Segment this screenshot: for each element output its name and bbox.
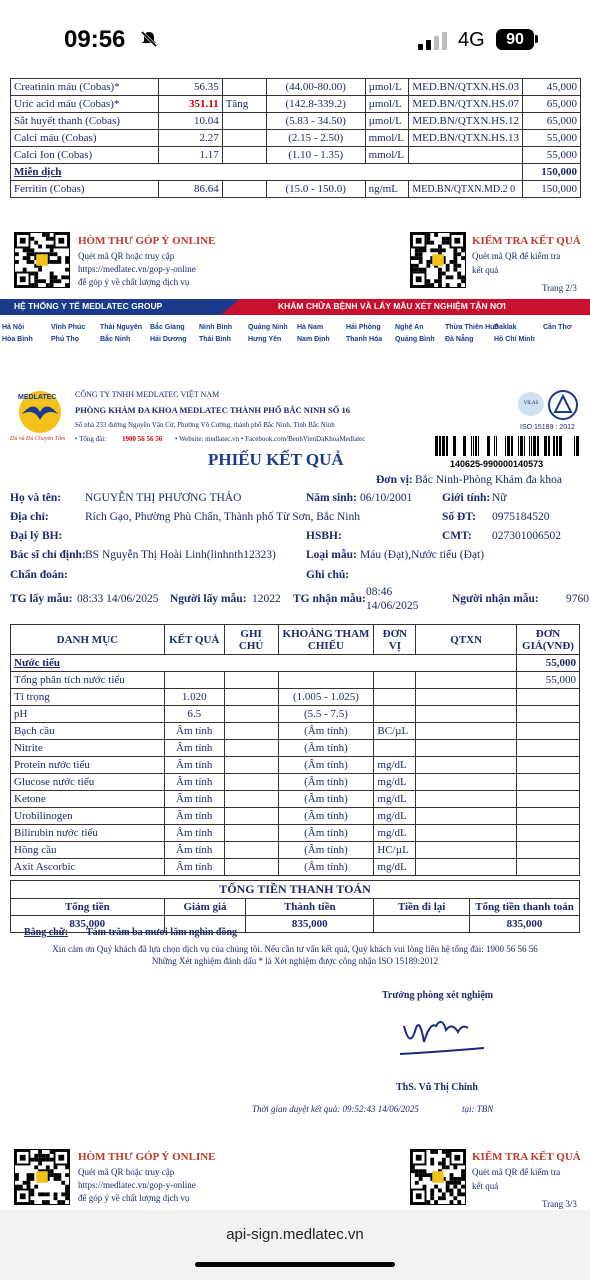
city-item: Đà Nẵng (445, 336, 474, 343)
table-row (11, 130, 581, 147)
test-name: Tỉ trọng (11, 689, 165, 706)
table-row (11, 740, 580, 757)
section-label: Miễn dịch (11, 164, 523, 181)
test-price (516, 859, 579, 876)
test-unit: mg/dL (374, 791, 416, 808)
test-ref-range: (Âm tính) (278, 842, 374, 859)
test-code (416, 791, 517, 808)
test-unit (374, 672, 416, 689)
test-unit: µmol/L (365, 79, 409, 96)
test-result: Âm tính (164, 791, 224, 808)
totals-v5: 835,000 (469, 916, 579, 933)
qr-check-result-code[interactable] (410, 232, 466, 288)
city-item: Thái Nguyên (100, 324, 143, 331)
test-code (416, 774, 517, 791)
feedback-title-2: HÒM THƯ GÓP Ý ONLINE (78, 1151, 216, 1163)
accreditation-icon (548, 390, 578, 420)
column-header: QTXN (416, 625, 517, 655)
page-title: PHIẾU KẾT QUẢ (208, 450, 344, 469)
test-price (516, 774, 579, 791)
test-price (516, 825, 579, 842)
battery-cap (535, 35, 538, 43)
city-list-row2 (0, 336, 590, 348)
test-ref-range: (5.83 - 34.50) (266, 113, 365, 130)
test-result: 6.5 (164, 706, 224, 723)
thanks-line1: Xin cảm ơn Quý khách đã lựa chọn dịch vụ của chúng tôi. Nếu cần tư vấn kết quả, Quý khách vui lòng liên hệ tổng đài: 1900 56 56 56 (52, 944, 538, 954)
bell-muted-icon (140, 30, 158, 48)
hotline-label: • Tổng đài: (75, 435, 107, 443)
section-row (11, 655, 580, 672)
check-result-l1-2: Quét mã QR để kiểm tra (472, 1167, 561, 1177)
check-result-title: KIỂM TRA KẾT QUẢ (472, 235, 581, 247)
test-flag (222, 79, 266, 96)
table-row (11, 774, 580, 791)
test-unit: BC/µL (374, 723, 416, 740)
totals-h2: Giảm giá (164, 899, 246, 916)
test-ref-range: (44.00-80.00) (266, 79, 365, 96)
dob-label: Năm sinh: (306, 492, 357, 504)
test-ref-range (278, 672, 374, 689)
test-code (416, 740, 517, 757)
test-code: MED.BN/QTXN.HS.12 (409, 113, 523, 130)
city-item: Nghệ An (395, 324, 424, 331)
test-price (516, 723, 579, 740)
page-number: Trang 2/3 (542, 283, 577, 293)
test-unit: mg/dL (374, 825, 416, 842)
test-note (224, 757, 278, 774)
test-price (516, 842, 579, 859)
phone-label: Số ĐT: (442, 511, 476, 523)
test-note (224, 672, 278, 689)
test-name: Sắt huyết thanh (Cobas) (11, 113, 159, 130)
test-price: 55,000 (522, 147, 580, 164)
test-result: Âm tính (164, 757, 224, 774)
feedback-l1: Quét mã QR hoặc truy cập (78, 251, 175, 261)
feedback-l3: để góp ý về chất lượng dịch vụ (78, 277, 190, 287)
iso-badge-icon: VILAS (518, 392, 544, 416)
test-unit: mg/dL (374, 808, 416, 825)
test-price: 55,000 (522, 130, 580, 147)
city-item: Hà Nội (2, 324, 25, 331)
test-price (516, 740, 579, 757)
test-result: Âm tính (164, 723, 224, 740)
test-unit: mg/dL (374, 774, 416, 791)
feedback-l1-2: Quét mã QR hoặc truy cập (78, 1167, 175, 1177)
test-result: Âm tính (164, 859, 224, 876)
test-unit: µmol/L (365, 96, 409, 113)
taker-value: 12022 (252, 593, 281, 605)
city-item: Ninh Bình (199, 324, 233, 331)
barcode (426, 436, 580, 456)
section-label: Nước tiểu (11, 655, 517, 672)
test-name: Glucose nước tiểu (11, 774, 165, 791)
test-price (516, 791, 579, 808)
test-note (224, 825, 278, 842)
clinic-name: PHÒNG KHÁM ĐA KHOA MEDLATEC THÀNH PHỐ BẮC NINH SỐ 16 (75, 405, 351, 415)
receiver-value: 9760 (566, 593, 589, 605)
test-name: Uric acid máu (Cobas)* (11, 96, 159, 113)
sample-time-label: TG lấy mẫu: (10, 593, 73, 605)
diagnosis-label: Chẩn đoán: (10, 569, 68, 581)
test-price (516, 689, 579, 706)
test-price: 150,000 (522, 181, 580, 198)
cmt-value: 027301006502 (492, 530, 561, 542)
sex-value: Nữ (492, 492, 507, 504)
test-result: Âm tính (164, 740, 224, 757)
test-price: 65,000 (522, 96, 580, 113)
phone-value: 0975184520 (492, 511, 550, 523)
totals-title: TỔNG TIỀN THANH TOÁN (11, 881, 580, 899)
city-item: Bắc Ninh (100, 336, 131, 343)
qr-check-result-code-2[interactable] (410, 1149, 466, 1205)
table-row (11, 672, 580, 689)
receive-time-label: TG nhận mẫu: (293, 593, 366, 605)
table-row (11, 808, 580, 825)
table-row (11, 825, 580, 842)
test-unit (374, 689, 416, 706)
approve-place: tại: TBN (462, 1104, 494, 1114)
page-number-2: Trang 3/3 (542, 1199, 577, 1209)
test-ref-range: (1.005 - 1.025) (278, 689, 374, 706)
test-note (224, 689, 278, 706)
totals-v3: 835,000 (246, 916, 374, 933)
thanks-line2: Những Xét nghiệm đánh dấu * là Xét nghiệm được công nhận ISO 15189:2012 (151, 956, 439, 966)
receive-time-h: 08:46 (366, 586, 393, 598)
test-ref-range: (15.0 - 150.0) (266, 181, 365, 198)
city-item: Thanh Hóa (346, 336, 383, 343)
column-header: ĐƠN GIÁ(VNĐ) (516, 625, 579, 655)
network-type: 4G (458, 29, 485, 51)
feedback-url[interactable]: https://medlatec.vn/gop-y-online (78, 264, 196, 274)
address-value: Rích Gạo, Phường Phù Chẩn, Thành phố Từ Sơn, Bắc Ninh (85, 511, 360, 523)
city-item: Phú Thọ (51, 336, 79, 343)
test-name: Bilirubin nước tiểu (11, 825, 165, 842)
test-name: Nitrite (11, 740, 165, 757)
hotline-number: 1900 56 56 56 (122, 435, 163, 443)
address-label: Địa chỉ: (10, 511, 49, 523)
url-text[interactable]: api-sign.medlatec.vn (226, 1226, 364, 1243)
totals-h4: Tiền đi lại (374, 899, 470, 916)
city-item: Quảng Bình (395, 336, 435, 343)
test-code: MED.BN/QTXN.MD.2 0 (409, 181, 523, 198)
city-item: Thái Bình (199, 336, 231, 343)
check-result-l2-2: kết quả (472, 1181, 499, 1191)
table-row (11, 723, 580, 740)
battery-level: 90 (496, 29, 534, 50)
banner-left-text: HỆ THỐNG Y TẾ MEDLATEC GROUP (14, 301, 163, 311)
city-list-row1 (0, 324, 590, 336)
test-flag (222, 147, 266, 164)
note-label: Ghi chú: (306, 569, 350, 581)
test-name: Urobilinogen (11, 808, 165, 825)
test-result: Âm tính (164, 825, 224, 842)
test-note (224, 808, 278, 825)
test-name: Protein nước tiểu (11, 757, 165, 774)
city-item: Quảng Ninh (248, 324, 288, 331)
table-row (11, 113, 581, 130)
test-code (416, 842, 517, 859)
top-results-table (10, 78, 581, 198)
test-unit: mg/dL (374, 859, 416, 876)
test-flag: Tăng (222, 96, 266, 113)
table-row (11, 689, 580, 706)
test-note (224, 842, 278, 859)
test-unit: mg/dL (374, 757, 416, 774)
table-row (11, 79, 581, 96)
test-name: Creatinin máu (Cobas)* (11, 79, 159, 96)
test-price: 55,000 (516, 672, 579, 689)
table-row (11, 859, 580, 876)
test-price: 45,000 (522, 79, 580, 96)
table-row (11, 757, 580, 774)
test-code (416, 723, 517, 740)
hsbh-label: HSBH: (306, 530, 342, 542)
test-code: MED.BN/QTXN.HS.07 (409, 96, 523, 113)
qr-feedback-code-2[interactable] (14, 1149, 70, 1205)
receiver-label: Người nhận mẫu: (452, 593, 539, 605)
test-name: Ketone (11, 791, 165, 808)
test-ref-range: (Âm tính) (278, 791, 374, 808)
test-name: Calci máu (Cobas) (11, 130, 159, 147)
test-unit: µmol/L (365, 113, 409, 130)
slogan: Đủ và Đủ Chuyên Tâm (10, 436, 66, 442)
test-result: 1.17 (159, 147, 223, 164)
table-row (11, 791, 580, 808)
unit-label: Đơn vị: (376, 474, 413, 486)
test-code (416, 808, 517, 825)
words-value: Tám trăm ba mươi lăm nghìn đồng (86, 927, 238, 938)
table-row (11, 706, 580, 723)
approve-time: Thời gian duyệt kết quả: 09:52:43 14/06/2025 (252, 1104, 419, 1114)
test-code: MED.BN/QTXN.HS.03 (409, 79, 523, 96)
test-ref-range: (1.10 - 1.35) (266, 147, 365, 164)
test-code (416, 672, 517, 689)
column-header: KẾT QUẢ (164, 625, 224, 655)
test-result: Âm tính (164, 774, 224, 791)
status-time: 09:56 (64, 26, 126, 53)
city-item: Nam Định (297, 336, 330, 343)
dob-value: 06/10/2001 (360, 492, 413, 504)
test-note (224, 723, 278, 740)
totals-v4 (374, 916, 470, 933)
test-note (224, 859, 278, 876)
test-code (409, 147, 523, 164)
test-name: pH (11, 706, 165, 723)
home-indicator[interactable] (195, 1262, 395, 1267)
city-item: Bắc Giang (150, 324, 185, 331)
test-note (224, 740, 278, 757)
test-code: MED.BN/QTXN.HS.13 (409, 130, 523, 147)
test-note (224, 774, 278, 791)
agent-label: Đại lý BH: (10, 530, 63, 542)
doctor-value: BS Nguyễn Thị Hoài Linh(linhnth12323) (85, 549, 276, 561)
column-header: ĐƠN VỊ (374, 625, 416, 655)
city-item: Hòa Bình (2, 336, 33, 343)
column-header: KHOẢNG THAM CHIẾU (278, 625, 374, 655)
check-result-l1: Quét mã QR để kiểm tra (472, 251, 561, 261)
clinic-address: Số nhà 233 đường Nguyễn Văn Cừ, Phường Võ Cường, thành phố Bắc Ninh, Tỉnh Bắc Ninh (75, 421, 335, 429)
test-name: Tổng phân tích nước tiểu (11, 672, 165, 689)
logo-text: MEDLATEC (18, 394, 57, 401)
test-name: Bạch cầu (11, 723, 165, 740)
test-flag (222, 113, 266, 130)
test-note (224, 706, 278, 723)
urine-results-table (10, 624, 580, 876)
test-result: 10.04 (159, 113, 223, 130)
doctor-label: Bác sĩ chỉ định: (10, 549, 86, 561)
test-result: 1.020 (164, 689, 224, 706)
sample-value: Máu (Đạt),Nước tiểu (Đạt) (360, 549, 485, 561)
test-flag (222, 130, 266, 147)
city-item: Hà Nam (297, 324, 324, 331)
test-unit (374, 740, 416, 757)
patient-name: NGUYỄN THỊ PHƯƠNG THẢO (85, 492, 242, 504)
test-code (416, 757, 517, 774)
check-result-title-2: KIỂM TRA KẾT QUẢ (472, 1151, 581, 1163)
feedback-title: HÒM THƯ GÓP Ý ONLINE (78, 235, 216, 247)
test-ref-range: (Âm tính) (278, 774, 374, 791)
test-ref-range: (2.15 - 2.50) (266, 130, 365, 147)
test-unit: mmol/L (365, 147, 409, 164)
sample-label: Loại mẫu: (306, 549, 357, 561)
city-item: Cần Thơ (543, 324, 572, 331)
city-item: Hồ Chí Minh (494, 336, 535, 343)
table-row (11, 96, 581, 113)
section-price: 150,000 (522, 164, 580, 181)
table-row (11, 147, 581, 164)
cmt-label: CMT: (442, 530, 472, 542)
test-price (516, 757, 579, 774)
test-result: Âm tính (164, 808, 224, 825)
receive-date: 14/06/2025 (366, 600, 419, 612)
section-row (11, 164, 581, 181)
test-ref-range: (Âm tính) (278, 740, 374, 757)
totals-h5: Tổng tiền thanh toán (469, 899, 579, 916)
barcode-number: 140625-990000140573 (450, 459, 544, 469)
test-name: Calci Ion (Cobas) (11, 147, 159, 164)
city-item: Hải Phòng (346, 324, 381, 331)
city-item: Vĩnh Phúc (51, 324, 86, 331)
test-result: 351.11 (159, 96, 223, 113)
taker-label: Người lấy mẫu: (170, 593, 247, 605)
company-name: CÔNG TY TNHH MEDLATEC VIỆT NAM (75, 390, 220, 399)
city-item: Thừa Thiên Huế (445, 324, 499, 331)
column-header: GHI CHÚ (224, 625, 278, 655)
test-unit: mmol/L (365, 130, 409, 147)
city-item: Daklak (494, 324, 517, 331)
unit-value: Bắc Ninh-Phòng Khám đa khoa (415, 474, 562, 486)
test-unit (374, 706, 416, 723)
test-name: Ferritin (Cobas) (11, 181, 159, 198)
test-result (164, 672, 224, 689)
test-result: 86.64 (159, 181, 223, 198)
test-code (416, 859, 517, 876)
test-ref-range: (142.8-339.2) (266, 96, 365, 113)
words-label: Bằng chữ: (24, 927, 69, 938)
test-flag (222, 181, 266, 198)
signer-name: ThS. Vũ Thị Chinh (396, 1082, 478, 1093)
test-name: Axit Ascorbic (11, 859, 165, 876)
test-result: 2.27 (159, 130, 223, 147)
test-price: 65,000 (522, 113, 580, 130)
section-price: 55,000 (516, 655, 579, 672)
test-unit: ng/mL (365, 181, 409, 198)
city-item: Hưng Yên (248, 336, 282, 343)
totals-h3: Thành tiền (246, 899, 374, 916)
test-code (416, 689, 517, 706)
table-row (11, 181, 581, 198)
test-ref-range: (5.5 - 7.5) (278, 706, 374, 723)
city-item: Hải Dương (150, 336, 187, 343)
iso-label: ISO 15189 : 2012 (520, 424, 575, 431)
test-result: Âm tính (164, 842, 224, 859)
test-ref-range: (Âm tính) (278, 808, 374, 825)
website-line: • Website: medlatec.vn • Facebook.com/BenhVienDaKhoaMedlatec (175, 435, 366, 443)
test-ref-range: (Âm tính) (278, 859, 374, 876)
feedback-l3-2: để góp ý về chất lượng dịch vụ (78, 1193, 190, 1203)
totals-v1: 835,000 (11, 916, 165, 933)
signature-icon (396, 1012, 488, 1060)
test-note (224, 791, 278, 808)
test-unit: HC/µL (374, 842, 416, 859)
table-row (11, 842, 580, 859)
totals-h1: Tổng tiền (11, 899, 165, 916)
test-ref-range: (Âm tính) (278, 757, 374, 774)
sample-time-value: 08:33 14/06/2025 (77, 593, 159, 605)
signer-role: Trưởng phòng xét nghiệm (382, 990, 494, 1001)
test-ref-range: (Âm tính) (278, 723, 374, 740)
test-name: Hồng cầu (11, 842, 165, 859)
signal-icon (418, 32, 450, 50)
feedback-url-2[interactable]: https://medlatec.vn/gop-y-online (78, 1180, 196, 1190)
name-label: Họ và tên: (10, 492, 62, 504)
test-result: 56.35 (159, 79, 223, 96)
sex-label: Giới tính: (442, 492, 491, 504)
browser-url-bar[interactable] (0, 1210, 590, 1280)
qr-feedback-code[interactable] (14, 232, 70, 288)
test-ref-range: (Âm tính) (278, 825, 374, 842)
banner-right-text: KHÁM CHỮA BỆNH VÀ LẤY MẪU XÉT NGHIỆM TẬN NƠI (278, 301, 506, 311)
check-result-l2: kết quả (472, 265, 499, 275)
test-code (416, 825, 517, 842)
totals-table (10, 880, 580, 933)
test-price (516, 808, 579, 825)
column-header: DANH MỤC (11, 625, 165, 655)
test-code (416, 706, 517, 723)
test-price (516, 706, 579, 723)
